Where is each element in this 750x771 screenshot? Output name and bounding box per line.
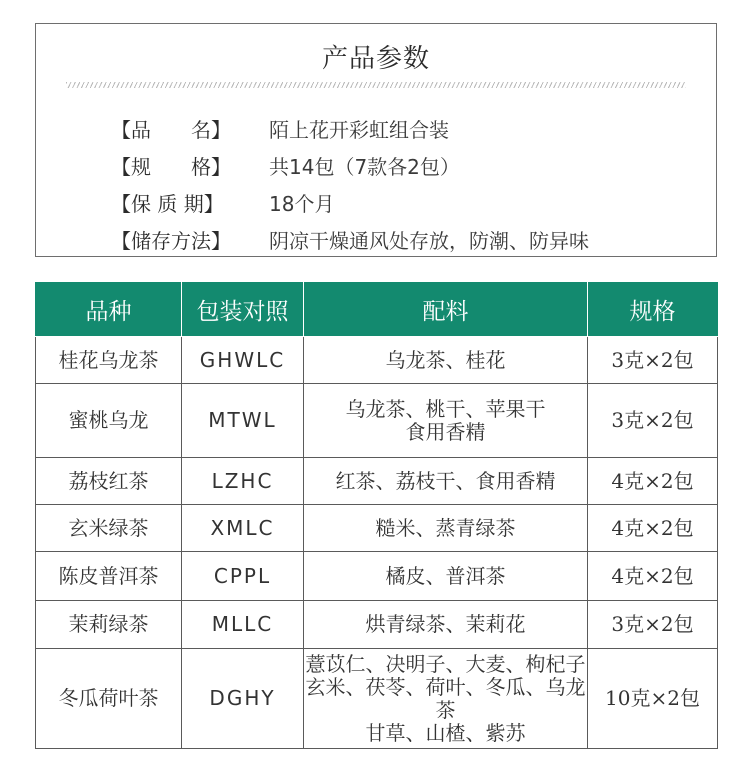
cell-spec: 3克×2包: [588, 601, 718, 649]
panel-title: 产品参数: [321, 44, 430, 74]
param-row-name: [111, 110, 589, 147]
cell-code: XMLC: [182, 505, 304, 552]
cell-ingredients: [304, 649, 588, 749]
table-row: [36, 458, 718, 505]
cell-variety: 玄米绿茶: [36, 505, 182, 552]
table-row: [36, 601, 718, 649]
cell-variety: 茉莉绿茶: [36, 601, 182, 649]
parameter-list: [111, 110, 589, 258]
header-specification: 规格: [588, 282, 718, 337]
cell-code: GHWLC: [182, 337, 304, 384]
cell-spec: 3克×2包: [588, 384, 718, 458]
table-row: [36, 384, 718, 458]
cell-code: CPPL: [182, 552, 304, 601]
ingredient-line: 乌龙茶、桂花: [385, 347, 506, 372]
cell-ingredients: [304, 384, 588, 458]
product-spec-table: [35, 282, 718, 749]
header-package-code: 包装对照: [182, 282, 304, 337]
ingredient-line: 薏苡仁、决明子、大麦、枸杞子: [305, 651, 586, 676]
cell-ingredients: [304, 458, 588, 505]
table-row: [36, 649, 718, 749]
table-row: [36, 505, 718, 552]
param-row-spec: [111, 147, 589, 184]
param-value: 阴凉干燥通风处存放，防潮、防异味: [269, 229, 589, 253]
cell-spec: 4克×2包: [588, 552, 718, 601]
cell-ingredients: [304, 337, 588, 384]
cell-variety: 桂花乌龙茶: [36, 337, 182, 384]
param-value: 共14包（7款各2包）: [269, 155, 460, 179]
ingredient-line: 乌龙茶、桃干、苹果干: [345, 396, 546, 421]
ingredient-line: 食用香精: [405, 419, 486, 444]
cell-spec: 10克×2包: [588, 649, 718, 749]
param-label: 【保 质 期】: [111, 192, 224, 216]
cell-spec: 4克×2包: [588, 458, 718, 505]
cell-variety: 陈皮普洱茶: [36, 552, 182, 601]
product-parameters-panel: [35, 23, 717, 257]
header-ingredients: 配料: [304, 282, 588, 337]
ingredient-line: 橘皮、普洱茶: [385, 563, 506, 588]
param-value: 18个月: [269, 192, 335, 216]
param-row-shelf-life: [111, 184, 589, 221]
ingredient-line: 红茶、荔枝干、食用香精: [335, 468, 556, 493]
cell-spec: 4克×2包: [588, 505, 718, 552]
cell-ingredients: [304, 552, 588, 601]
param-row-storage: [111, 221, 589, 258]
table-header-row: [36, 282, 718, 337]
ingredient-line: 糙米、蒸青绿茶: [375, 515, 516, 540]
cell-code: MLLC: [182, 601, 304, 649]
ingredient-line: 玄米、茯苓、荷叶、冬瓜、乌龙茶: [305, 674, 586, 722]
cell-variety: 蜜桃乌龙: [36, 384, 182, 458]
cell-ingredients: [304, 505, 588, 552]
cell-ingredients: [304, 601, 588, 649]
param-value: 陌上花开彩虹组合装: [269, 118, 449, 142]
header-variety: 品种: [36, 282, 182, 337]
cell-code: DGHY: [182, 649, 304, 749]
cell-code: LZHC: [182, 458, 304, 505]
ingredient-line: 甘草、山楂、紫苏: [365, 720, 526, 745]
table-row: [36, 337, 718, 384]
param-label: 【储存方法】: [111, 229, 231, 253]
ingredient-line: 烘青绿茶、茉莉花: [365, 612, 526, 636]
cell-spec: 3克×2包: [588, 337, 718, 384]
cell-variety: 冬瓜荷叶茶: [36, 649, 182, 749]
table-row: [36, 552, 718, 601]
param-label: 【品 名】: [111, 118, 231, 142]
param-label: 【规 格】: [111, 155, 231, 179]
dashed-divider: [66, 82, 686, 88]
cell-variety: 荔枝红茶: [36, 458, 182, 505]
cell-code: MTWL: [182, 384, 304, 458]
